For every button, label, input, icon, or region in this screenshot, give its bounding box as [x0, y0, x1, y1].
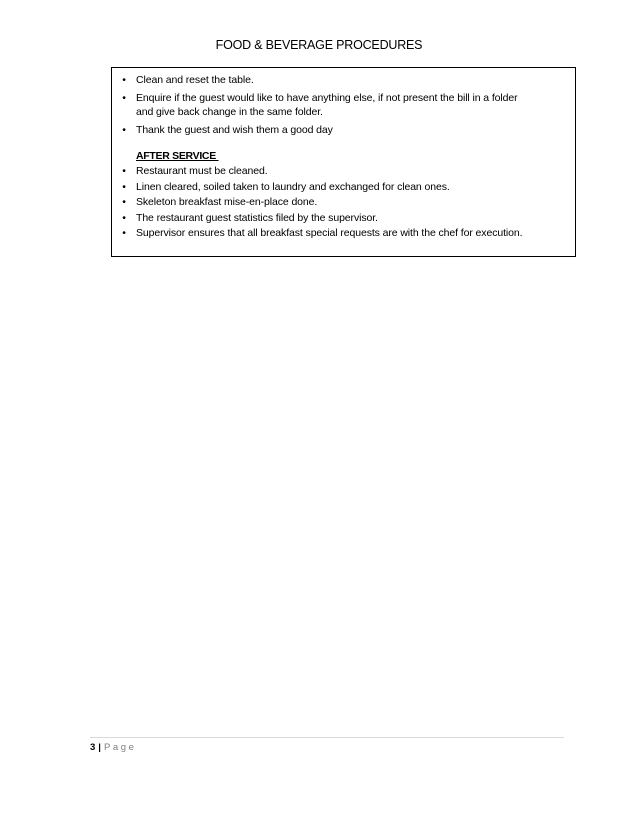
list-item-text: Linen cleared, soiled taken to laundry and exchanged for clean ones.	[136, 180, 450, 193]
page-number: 3	[90, 742, 96, 753]
list-item-text: Supervisor ensures that all breakfast special requests are with the chef for execution.	[136, 227, 523, 240]
list-item-text: Thank the guest and wish them a good day	[136, 124, 333, 136]
list-item-text: Clean and reset the table.	[136, 74, 254, 86]
list-item-text: Skeleton breakfast mise-en-place done.	[136, 196, 318, 209]
after-service-heading: AFTER SERVICE	[136, 150, 219, 162]
bullet-icon: •	[122, 124, 126, 136]
list-item	[112, 91, 575, 119]
page-label: Page	[103, 742, 137, 753]
list-item	[112, 226, 575, 242]
page-footer	[90, 742, 137, 754]
page-header: FOOD & BEVERAGE PROCEDURES	[215, 38, 423, 52]
list-item	[112, 73, 575, 87]
list-item	[112, 195, 575, 211]
list-item	[112, 180, 575, 196]
bullet-icon: •	[122, 92, 126, 104]
list-item-text: and give back change in the same folder.	[136, 106, 323, 118]
bullet-icon: •	[122, 211, 126, 224]
list-item-text: Enquire if the guest would like to have anything else, if not present the bill in a folder	[136, 92, 518, 104]
bullet-icon: •	[122, 165, 126, 177]
bullet-icon: •	[122, 196, 126, 209]
footer-separator: |	[98, 742, 101, 753]
list-item-text: The restaurant guest statistics filed by the supervisor.	[136, 211, 378, 224]
bullet-icon: •	[122, 74, 126, 86]
list-item	[112, 164, 575, 180]
footer-divider	[90, 737, 564, 738]
content-box	[111, 67, 576, 257]
list-item	[112, 211, 575, 227]
list-item	[112, 123, 575, 137]
procedure-list	[112, 73, 575, 137]
bullet-icon: •	[122, 227, 126, 240]
after-service-list	[112, 164, 575, 242]
bullet-icon: •	[122, 180, 126, 193]
list-item-text: Restaurant must be cleaned.	[136, 165, 268, 177]
